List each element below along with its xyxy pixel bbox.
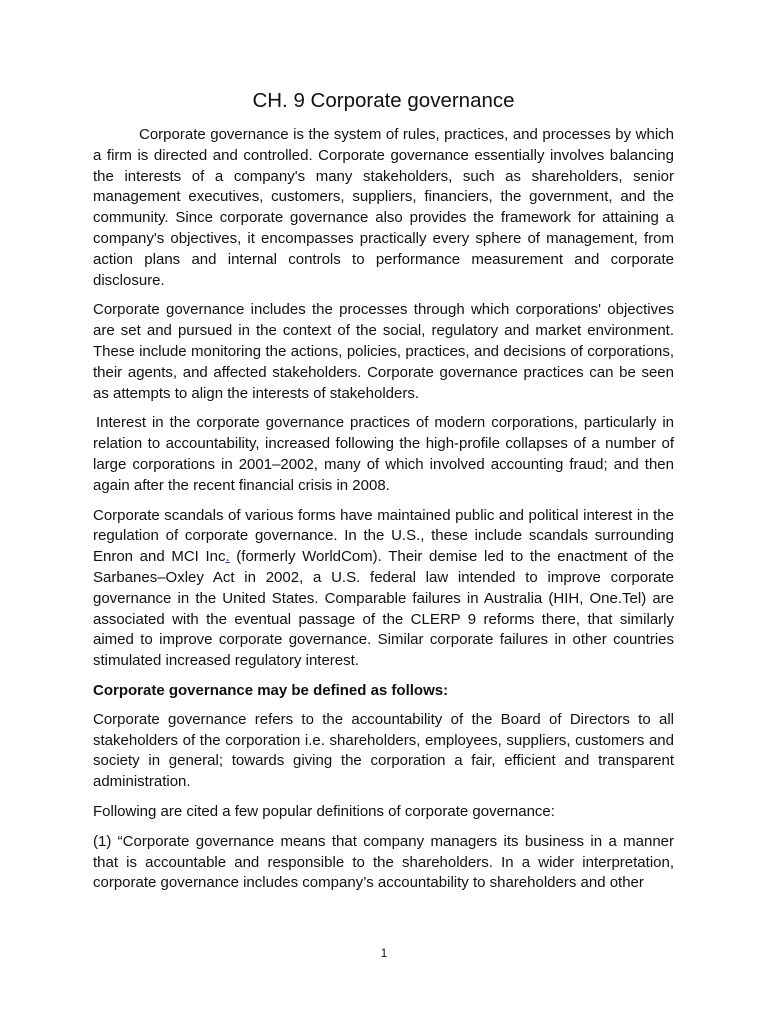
- paragraph-definition-1: (1) “Corporate governance means that company managers its business in a manner that is accountable and responsible to the shareholders. In a wider interpretation, corporate governance includes company’s accountability to shareholders and other: [93, 832, 674, 892]
- section-heading: Corporate governance may be defined as follows:: [93, 681, 449, 699]
- paragraph-processes: Corporate governance includes the processes through which corporations' objectives are set and pursued in the context of the social, regulatory and market environment. These include monitoring the actions, policies, practices, and decisions of corporations, their agents, and affected stakeholders. Corporate governance practices can be seen as attempts to align the interests of stakeholders.: [93, 301, 674, 402]
- paragraph-definitions-intro: Following are cited a few popular definitions of corporate governance:: [93, 802, 555, 820]
- scandals-text-start: Corporate scandals of various forms have maintained public and political interest in the regulation of corporate governance. In the U.S., these include scandals surrounding Enron and MCI Inc: [93, 506, 674, 566]
- page-number: 1: [380, 946, 388, 960]
- scandals-text-end: (formerly WorldCom). Their demise led to the enactment of the Sarbanes–Oxley Act in 2002, a U.S. federal law intended to improve corporate governance in the United States. Comparable failures in Australia (HIH, One.Tel) are associated with the eventual passage of the CLERP 9 reforms there, that similarly aimed to improve corporate governance. Similar corporate failures in other countries stimulated increased regulatory interest.: [93, 548, 674, 670]
- scandals-link[interactable]: .: [225, 548, 230, 566]
- paragraph-accountability: Corporate governance refers to the accountability of the Board of Directors to all stakeholders of the corporation i.e. shareholders, employees, suppliers, customers and society in general; towards giving the corporation a fair, efficient and transparent administration.: [93, 710, 674, 791]
- page-title: CH. 9 Corporate governance: [252, 89, 515, 112]
- paragraph-definition: Corporate governance is the system of rules, practices, and processes by which a firm is directed and controlled. Corporate governance essentially involves balancing the interests of a company's many stakeholders, such as shareholders, senior management executives, customers, suppliers, financiers, the government, and the community. Since corporate governance also provides the framework for attaining a company's objectives, it encompasses practically every sphere of management, from action plans and internal controls to performance measurement and corporate disclosure.: [93, 126, 674, 289]
- paragraph-interest: Interest in the corporate governance practices of modern corporations, particularly in relation to accountability, increased following the high-profile collapses of a number of large corporations in 2001–2002, many of which involved accounting fraud; and then again after the recent financial crisis in 2008.: [93, 414, 674, 494]
- paragraph-scandals: [93, 506, 674, 672]
